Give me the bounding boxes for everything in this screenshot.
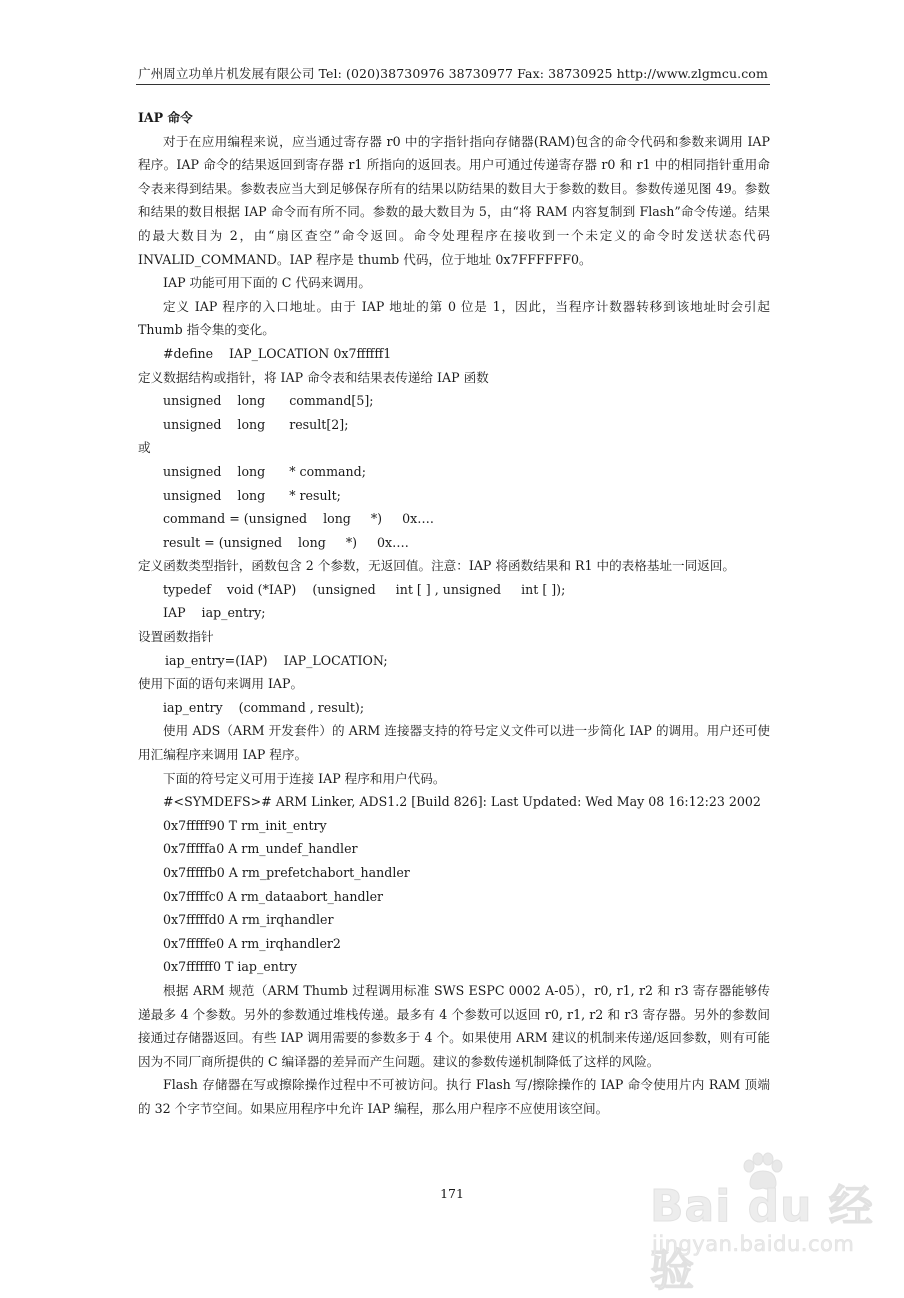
paragraph: 根据 ARM 规范（ARM Thumb 过程调用标准 SWS ESPC 0002 A-05），r0, r1, r2 和 r3 寄存器能够传递最多 4 个参数。另外的参数通过堆栈传递。最多有 4 个参数可以返回 r0, r1, r2 和 r3 寄存器。另外的参数间接通过存储器返回。有些 IAP 调用需要的参数多于 4 个。如果使用 ARM 建议的机制来传递/返回参数，则有可能因为不同厂商所提供的 C 编译器的差异而产生问题。建议的参数传递机制降低了这样的风险。: [138, 982, 770, 1069]
code-line: 0x7fffffb0 A rm_prefetchabort_handler: [163, 865, 410, 880]
paragraph: 设置函数指针: [138, 629, 214, 645]
page-number: 171: [440, 1186, 464, 1201]
code-line: unsigned long * result;: [163, 487, 341, 503]
paragraph: 下面的符号定义可用于连接 IAP 程序和用户代码。: [163, 770, 446, 786]
code-line: 0x7fffffd0 A rm_irqhandler: [163, 912, 334, 928]
paragraph: 定义 IAP 程序的入口地址。由于 IAP 地址的第 0 位是 1，因此，当程序计数器转移到该地址时会引起 Thumb 指令集的变化。: [138, 298, 770, 338]
code-line: iap_entry=(IAP) IAP_LOCATION;: [165, 652, 388, 668]
code-line: command = (unsigned long *) 0x….: [163, 511, 434, 527]
code-line: iap_entry (command , result);: [163, 699, 365, 715]
code-line: #<SYMDEFS># ARM Linker, ADS1.2 [Build 826]: Last Updated: Wed May 08 16:12:23 2002: [163, 794, 761, 810]
document-body: [138, 106, 770, 1121]
code-line: typedef void (*IAP) (unsigned int [ ] , unsigned int [ ]);: [163, 581, 566, 597]
paragraph: Flash 存储器在写或擦除操作过程中不可被访问。执行 Flash 写/擦除操作的 IAP 命令使用片内 RAM 顶端的 32 个字节空间。如果应用程序中允许 IAP 编程，那么用户程序不应使用该空间。: [138, 1077, 770, 1116]
watermark-brand: Bai du 经验: [650, 1181, 874, 1296]
code-line: 0x7ffffff0 T iap_entry: [163, 959, 298, 975]
page-header: 广州周立功单片机发展有限公司 Tel: (020)38730976 38730977 Fax: 38730925 http://www.zlgmcu.com: [138, 66, 768, 81]
paragraph: 定义数据结构或指针，将 IAP 命令表和结果表传递给 IAP 函数: [138, 369, 489, 385]
code-line: unsigned long result[2];: [163, 416, 349, 432]
paragraph: 定义函数类型指针，函数包含 2 个参数，无返回值。注意：IAP 将函数结果和 R1 中的表格基址一同返回。: [138, 558, 736, 574]
paragraph: 对于在应用编程来说，应当通过寄存器 r0 中的字指针指向存储器(RAM)包含的命令代码和参数来调用 IAP 程序。IAP 命令的结果返回到寄存器 r1 所指向的返回表。用户可通过传递寄存器 r0 和 r1 中的相同指针重用命令表来得到结果。参数表应当大到足够保存所有的结果以防结果的数目大于参数的数目。参数传递见图 49。参数和结果的数目根据 IAP 命令而有所不同。参数的最大数目为 5，由“将 RAM 内容复制到 Flash”命令传递。结果的最大数目为 2，由“扇区查空”命令返回。命令处理程序在接收到一个未定义的命令时发送状态代码 INVALID_COMMAND。IAP 程序是 thumb 代码，位于地址 0x7FFFFFF0。: [138, 133, 770, 267]
section-title: IAP 命令: [138, 110, 193, 125]
code-line: IAP iap_entry;: [163, 605, 266, 621]
code-line: #define IAP_LOCATION 0x7ffffff1: [163, 345, 392, 361]
header-rule: [136, 84, 770, 85]
code-line: result = (unsigned long *) 0x….: [163, 534, 409, 550]
code-line: 0x7fffffc0 A rm_dataabort_handler: [163, 888, 384, 904]
code-line: unsigned long * command;: [163, 463, 366, 479]
paragraph: 或: [138, 440, 151, 456]
paragraph: 使用下面的语句来调用 IAP。: [138, 676, 304, 692]
watermark-url: jingyan.baidu.com: [652, 1232, 855, 1256]
code-line: 0x7fffff90 T rm_init_entry: [163, 817, 327, 833]
code-line: 0x7fffffe0 A rm_irqhandler2: [163, 935, 341, 951]
code-line: 0x7fffffa0 A rm_undef_handler: [163, 841, 358, 857]
paragraph: 使用 ADS（ARM 开发套件）的 ARM 连接器支持的符号定义文件可以进一步简化 IAP 的调用。用户还可使用汇编程序来调用 IAP 程序。: [138, 723, 770, 763]
code-line: unsigned long command[5];: [163, 393, 374, 409]
baidu-watermark: [640, 1140, 890, 1296]
paragraph: IAP 功能可用下面的 C 代码来调用。: [163, 275, 371, 291]
